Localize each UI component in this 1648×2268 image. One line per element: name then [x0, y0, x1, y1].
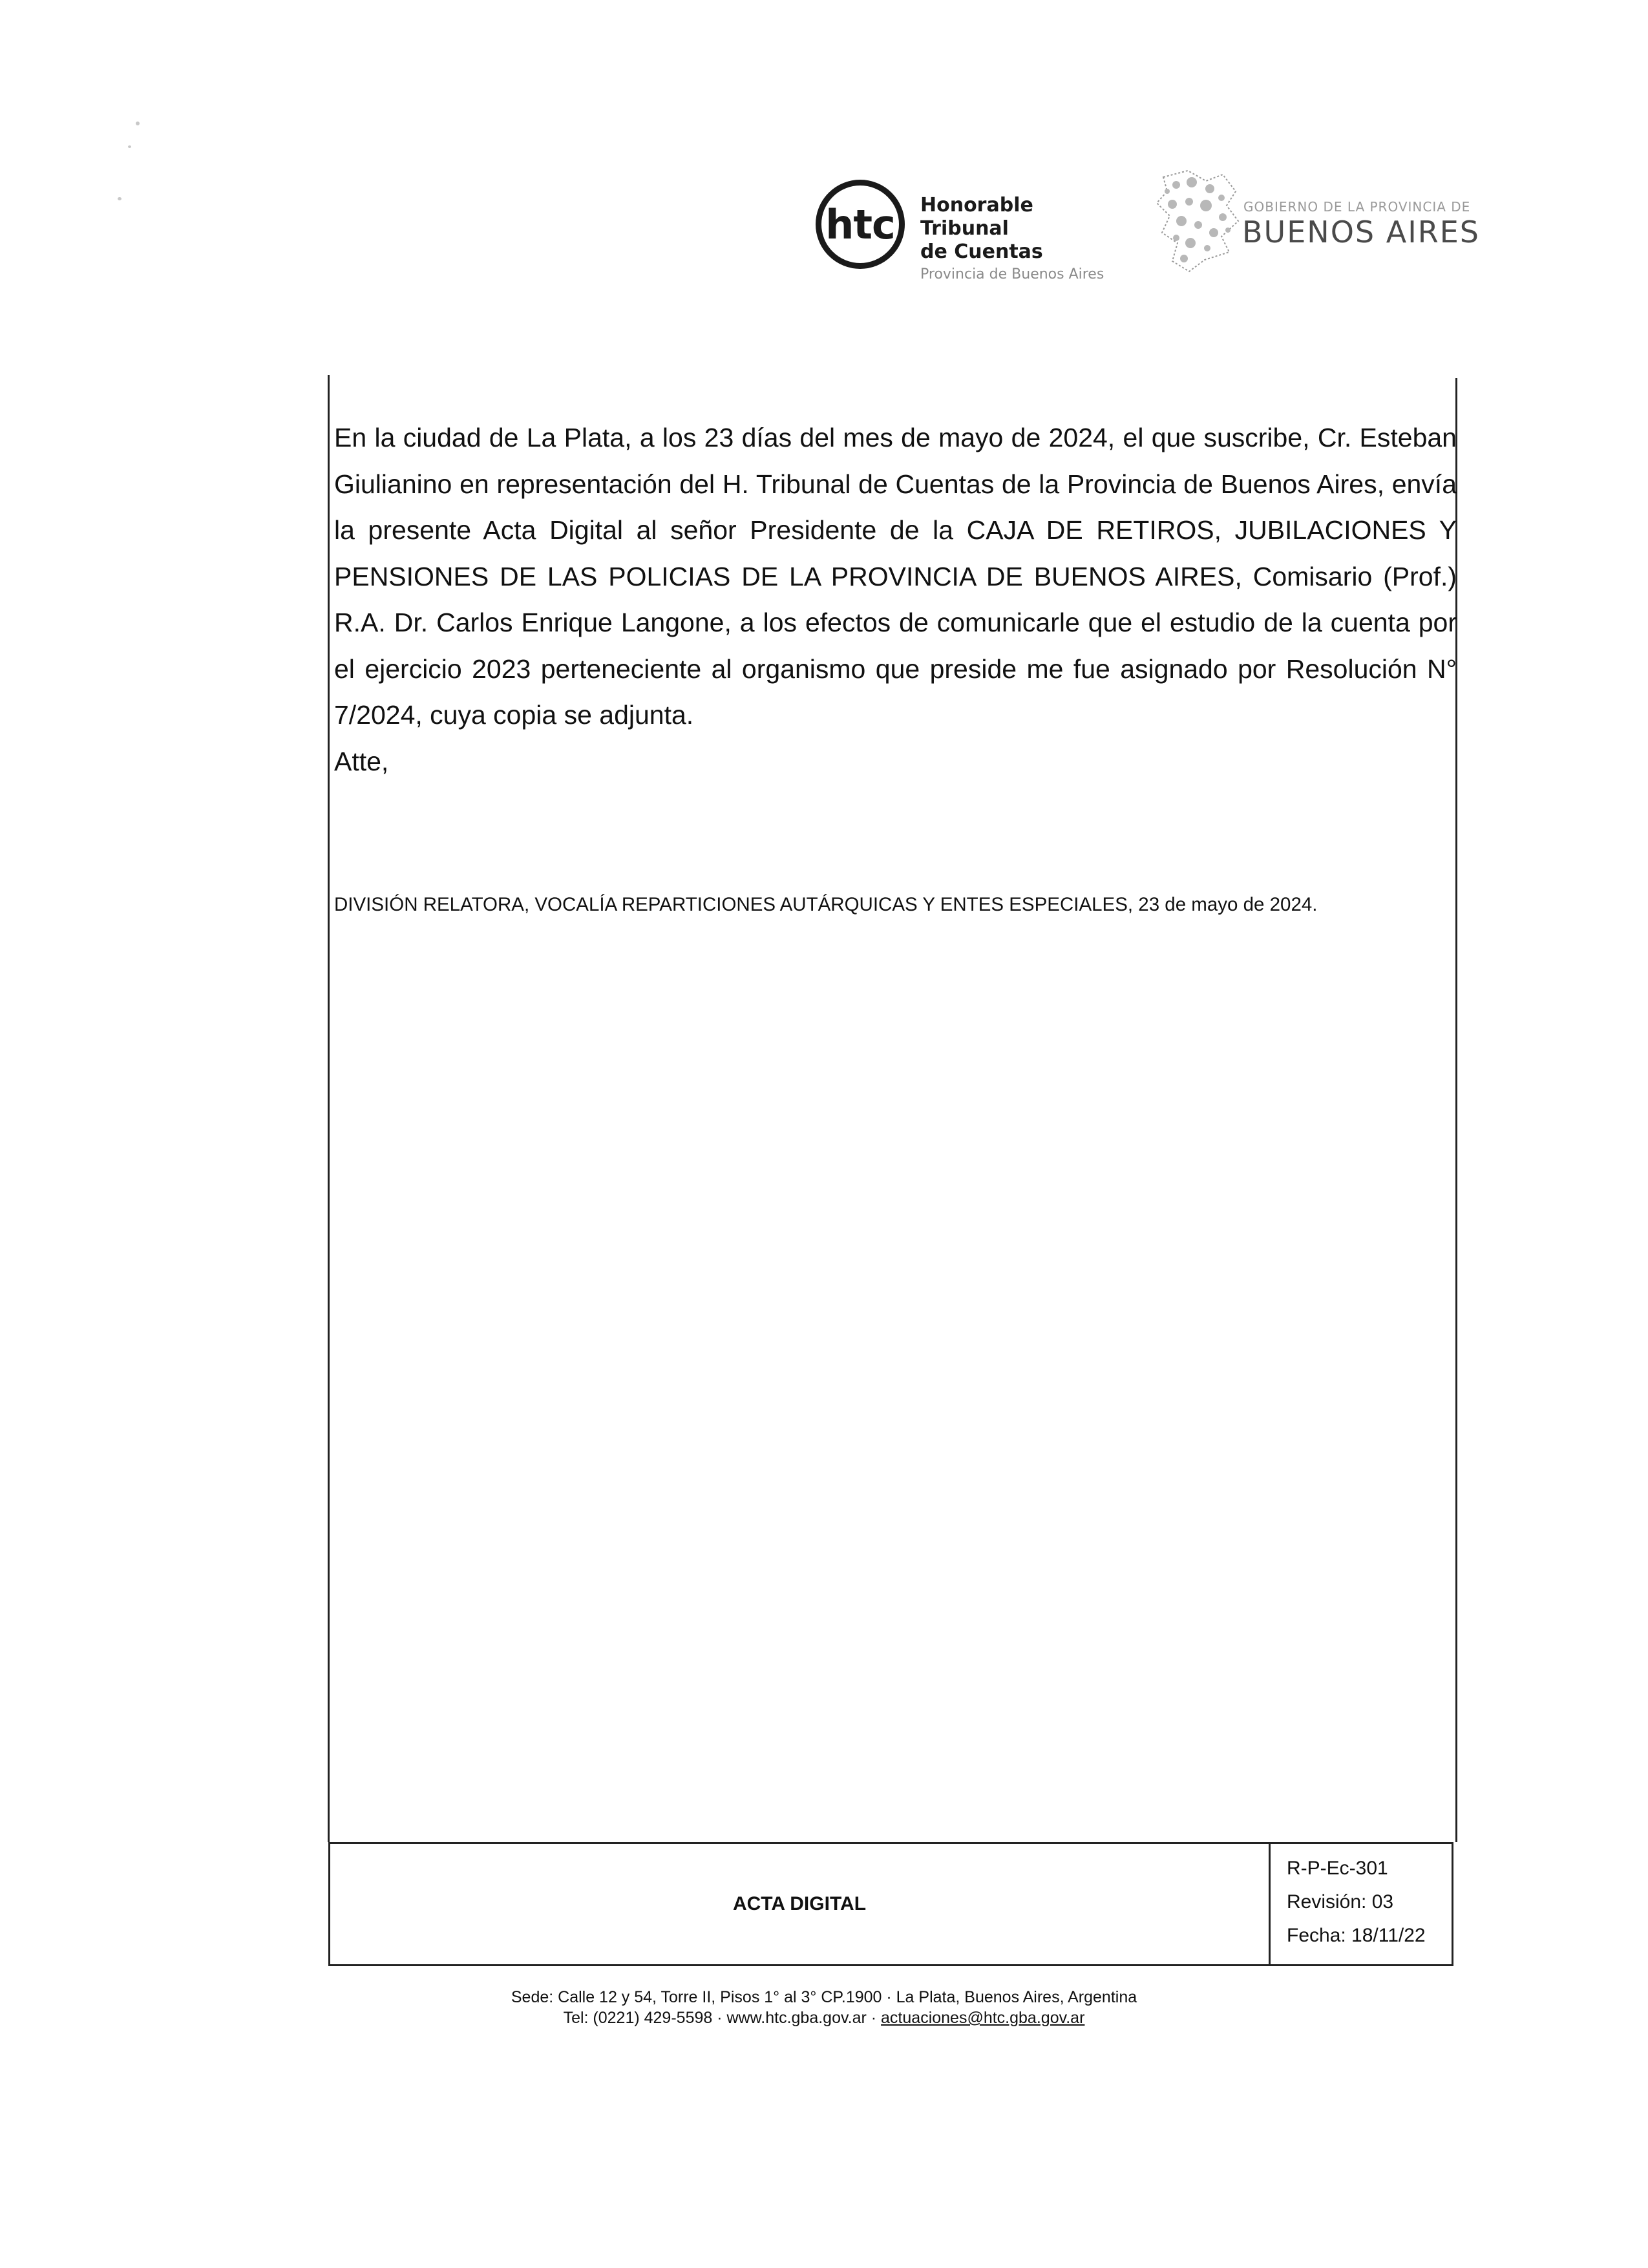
gba-logo	[1150, 165, 1480, 282]
scan-speck	[136, 122, 140, 125]
document-footer-box	[328, 1842, 1453, 1966]
email-link[interactable]: actuaciones@htc.gba.gov.ar	[881, 2009, 1085, 2027]
acta-closing: Atte,	[334, 746, 389, 776]
document-code: R-P-Ec-301	[1287, 1858, 1388, 1879]
province-map-icon	[1150, 165, 1241, 275]
scan-speck	[118, 197, 121, 200]
htc-logo-mark: htc	[816, 180, 905, 269]
htc-logo-text	[920, 194, 1113, 283]
gba-logo-line1: GOBIERNO DE LA PROVINCIA DE	[1243, 199, 1471, 215]
document-revision: Revisión: 03	[1287, 1891, 1394, 1913]
htc-logo	[816, 180, 1113, 282]
address-line1: Sede: Calle 12 y 54, Torre II, Pisos 1° al 3° CP.1900 · La Plata, Buenos Aires, Argentina	[511, 1988, 1137, 2006]
division-signature-line: DIVISIÓN RELATORA, VOCALÍA REPARTICIONES AUTÁRQUICAS Y ENTES ESPECIALES, 23 de mayo de 2024.	[334, 894, 1318, 915]
htc-logo-line3: Provincia de Buenos Aires	[920, 266, 1104, 282]
document-type-title: ACTA DIGITAL	[732, 1893, 867, 1914]
institution-address	[0, 1987, 1648, 2028]
htc-logo-line2: de Cuentas	[920, 240, 1043, 263]
htc-logo-line1: Honorable Tribunal	[920, 194, 1033, 240]
gba-logo-line2: BUENOS AIRES	[1242, 215, 1480, 249]
document-control-info	[1287, 1852, 1426, 1953]
frame-left-border	[328, 375, 330, 1842]
document-date: Fecha: 18/11/22	[1287, 1925, 1426, 1946]
footer-divider	[1269, 1844, 1271, 1964]
acta-body	[334, 415, 1457, 785]
scan-speck	[128, 145, 131, 148]
acta-paragraph: En la ciudad de La Plata, a los 23 días del mes de mayo de 2024, el que suscribe, Cr. Esteban Giulianino en representación del H. Tribunal de Cuentas de la Provincia de Buenos Aires, envía la presente Acta Digital al señor Presidente de la CAJA DE RETIROS, JUBILACIONES Y PENSIONES DE LAS POLICIAS DE LA PROVINCIA DE BUENOS AIRES, Comisario (Prof.) R.A. Dr. Carlos Enrique Langone, a los efectos de comunicarle que el estudio de la cuenta por el ejercicio 2023 perteneciente al organismo que preside me fue asignado por Resolución N° 7/2024, cuya copia se adjunta.	[334, 423, 1457, 730]
address-line2	[0, 2008, 1648, 2028]
address-contact: Tel: (0221) 429-5598 · www.htc.gba.gov.ar ·	[563, 2009, 882, 2027]
